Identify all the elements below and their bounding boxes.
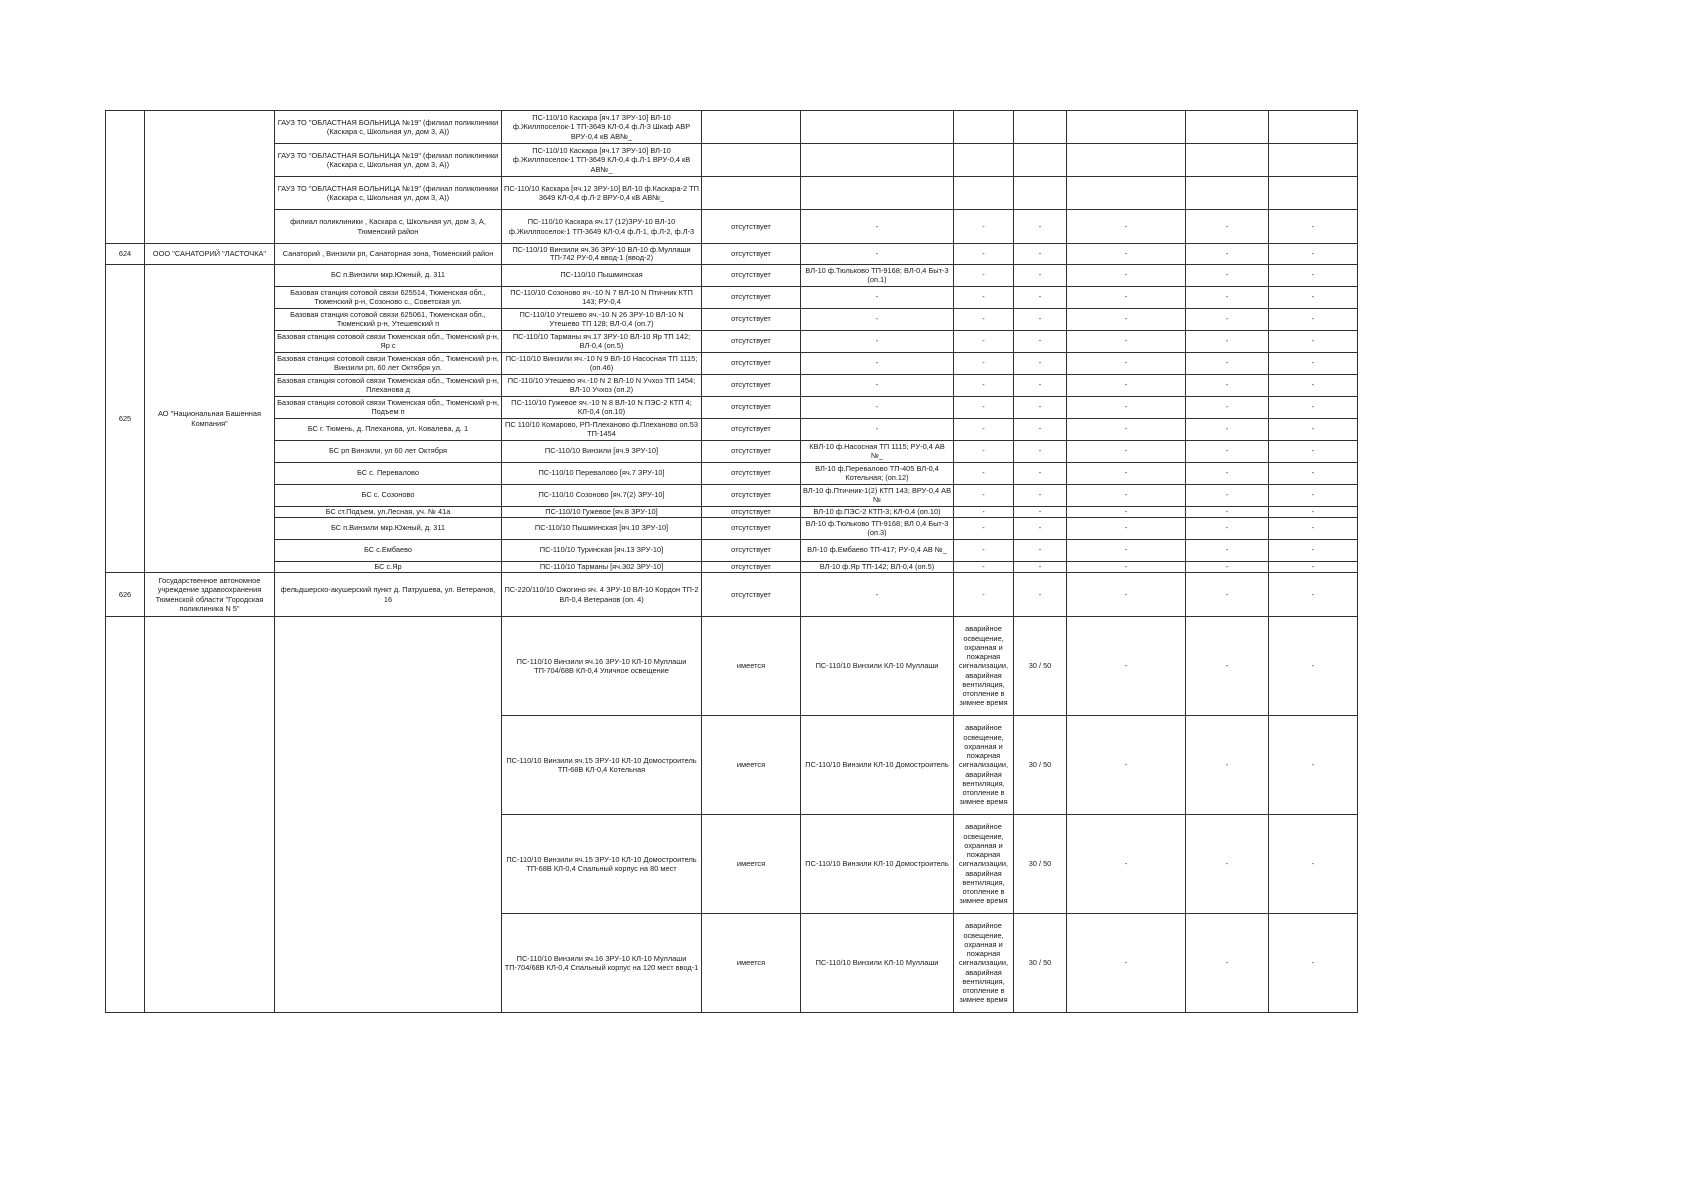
backup-source-cell: ПС-110/10 Винзили КЛ-10 Муллаши (815, 661, 939, 671)
object-cell: Базовая станция сотовой связи Тюменская обл., Тюменский р-н, Подъем п (277, 398, 499, 416)
feed-cell: ПС-110/10 Каскара [яч.17 ЗРУ-10] ВЛ-10 ф.Жиллпоселок-1 ТП-3649 КЛ-0,4 ф.Л-3 Шкаф АВР ВРУ-0,4 кВ АВ№_ (512, 113, 691, 141)
feed-cell: ПС-110/10 Винзили яч.15 ЗРУ-10 КЛ-10 Домостроитель ТП-68В КЛ-0,4 Спальный корпус на 80 мест (506, 854, 697, 873)
feed-cell: ПС-110/10 Созоново [яч.7(2) ЗРУ-10] (538, 490, 665, 500)
measures-cell (954, 111, 1013, 143)
measures-cell: - (982, 507, 985, 516)
object-cell: БС г. Тюмень, д. Плеханова, ул. Ковалева, д. 1 (307, 424, 469, 434)
col10-cell: - (1225, 221, 1229, 231)
grid-line (144, 1012, 275, 1013)
backup-source-cell: - (875, 424, 879, 434)
col10-cell: - (1225, 424, 1229, 434)
status-cell: отсутствует (731, 490, 771, 500)
grid-line (1066, 1012, 1186, 1013)
col9-cell: - (1124, 589, 1128, 599)
measures-cell: - (982, 446, 985, 456)
backup-source-cell (801, 111, 953, 143)
col9-cell: - (1124, 446, 1128, 456)
num-cell: 625 (118, 413, 132, 423)
status-cell: отсутствует (731, 358, 771, 368)
col9-cell: - (1124, 314, 1128, 324)
object-cell: БС с.Яр (374, 562, 402, 571)
feed-cell: ПС-110/10 Утешево яч.-10 N 26 ЗРУ-10 ВЛ-10 N Утешево ТП 128; ВЛ-0,4 (оп.7) (519, 310, 684, 328)
status-cell: отсутствует (731, 468, 771, 478)
grid-line (274, 1012, 502, 1013)
time-cell: - (1038, 248, 1042, 258)
feed-cell: ПС-110/10 Каскара [яч.12 ЗРУ-10] ВЛ-10 ф.Каскара-2 ТП 3649 КЛ-0,4 ф.Л-2 ВРУ-0,4 кВ АВ№_ (504, 183, 699, 202)
status-cell: отсутствует (731, 336, 771, 346)
col11-cell: - (1311, 545, 1315, 555)
col10-cell: - (1225, 490, 1229, 500)
object-cell: ГАУЗ ТО "ОБЛАСТНАЯ БОЛЬНИЦА №19" (филиал поликлиники (Каскара с, Школьная ул, дом 3, А)) (277, 117, 499, 136)
col9-cell: - (1124, 507, 1128, 516)
backup-source-cell: ВЛ-10 ф.Птичник-1(2) КТП 143; ВРУ-0,4 АВ № (803, 486, 952, 504)
feed-cell: ПС-110/10 Утешево яч.-10 N 2 ВЛ-10 N Учхоз ТП 1454; ВЛ-10 Учхоз (оп.2) (507, 376, 696, 394)
col9-cell: - (1124, 545, 1128, 555)
col9-cell: - (1124, 958, 1128, 968)
measures-cell: - (982, 314, 985, 324)
object-cell: Базовая станция сотовой связи 625061, Тюменская обл., Тюменский р-н, Утешевский п (290, 310, 486, 328)
col9-cell: - (1124, 221, 1128, 231)
object-cell: Базовая станция сотовой связи Тюменская обл., Тюменский р-н, Винзили рп, 60 лет Октября ул. (277, 354, 499, 372)
feed-cell: ПС-110/10 Винзили яч.16 ЗРУ-10 КЛ-10 Муллаши ТП-704/68В КЛ-0,4 Уличное освещение (516, 656, 687, 675)
measures-cell: - (982, 402, 985, 412)
grid-line (1268, 1012, 1358, 1013)
object-cell: ГАУЗ ТО "ОБЛАСТНАЯ БОЛЬНИЦА №19" (филиал поликлиники (Каскара с, Школьная ул, дом 3, А)) (277, 183, 499, 202)
col9-cell: - (1124, 490, 1128, 500)
measures-cell: - (982, 270, 985, 280)
status-cell (702, 177, 800, 209)
col10-cell: - (1225, 380, 1229, 390)
time-cell: - (1038, 562, 1042, 571)
backup-source-cell: ВЛ-10 ф.ПЭС-2 КТП-3; КЛ-0,4 (оп.10) (813, 507, 941, 516)
time-cell: - (1038, 402, 1042, 412)
col11-cell: - (1311, 490, 1315, 500)
num-cell: 626 (118, 589, 132, 599)
status-cell: отсутствует (731, 402, 771, 412)
measures-cell: - (982, 221, 985, 231)
backup-source-cell: - (875, 358, 879, 368)
col11-cell (1269, 111, 1357, 143)
status-cell: отсутствует (731, 507, 771, 516)
col10-cell (1186, 111, 1268, 143)
backup-source-cell: - (875, 248, 879, 258)
col11-cell: - (1311, 446, 1315, 456)
col11-cell: - (1311, 507, 1315, 516)
col11-cell: - (1311, 589, 1315, 599)
col10-cell: - (1225, 507, 1229, 516)
time-cell: 30 / 50 (1028, 760, 1052, 770)
col11-cell: - (1311, 336, 1315, 346)
object-cell: фельдшерско-акушерский пункт д. Патрушева, ул. Ветеранов, 16 (280, 585, 496, 604)
col11-cell: - (1311, 314, 1315, 324)
col10-cell: - (1225, 270, 1229, 280)
time-cell (1014, 177, 1066, 209)
object-cell: Базовая станция сотовой связи Тюменская обл., Тюменский р-н, Плеханова д (277, 376, 499, 394)
col9-cell: - (1124, 523, 1128, 533)
grid-line (1185, 1012, 1269, 1013)
status-cell: отсутствует (731, 589, 771, 599)
object-cell: Базовая станция сотовой связи 625514, Тюменская обл., Тюменский р-н, Созоново с., Советская ул. (290, 288, 486, 306)
status-cell: отсутствует (731, 380, 771, 390)
col9-cell: - (1124, 336, 1128, 346)
backup-source-cell: - (875, 380, 879, 390)
time-cell: - (1038, 358, 1042, 368)
backup-source-cell (801, 177, 953, 209)
col11-cell: - (1311, 270, 1315, 280)
measures-cell: - (982, 358, 985, 368)
col9-cell: - (1124, 468, 1128, 478)
col9-cell (1067, 144, 1185, 176)
col10-cell: - (1225, 859, 1229, 869)
feed-cell: ПС-110/10 Каскара яч.17 (12)ЗРУ-10 ВЛ-10 ф.Жиллпоселок-1 ТП-3649 КЛ-0,4 ф.Л-1, ф.Л-2, ф.Л-3 (508, 217, 695, 236)
status-cell: имеется (736, 859, 766, 869)
col11-cell (1269, 144, 1357, 176)
col9-cell: - (1124, 402, 1128, 412)
measures-cell: - (982, 562, 985, 571)
status-cell (702, 111, 800, 143)
col10-cell: - (1225, 468, 1229, 478)
backup-source-cell: ВЛ-10 ф.Тюльково ТП-9168; ВЛ 0,4 Быт-3 (оп.3) (805, 519, 949, 537)
col11-cell: - (1311, 402, 1315, 412)
col10-cell (1186, 144, 1268, 176)
feed-cell: ПС-110/10 Гужевое [яч.8 ЗРУ-10] (545, 507, 658, 516)
backup-source-cell: ПС-110/10 Винзили КЛ-10 Муллаши (815, 958, 939, 968)
col9-cell: - (1124, 424, 1128, 434)
time-cell (1014, 111, 1066, 143)
status-cell: имеется (736, 661, 766, 671)
status-cell: отсутствует (731, 424, 771, 434)
feed-cell: ПС-110/10 Пышминская [яч.10 ЗРУ-10] (534, 523, 669, 533)
object-cell: БС с. Перевалово (356, 468, 419, 478)
status-cell: отсутствует (731, 248, 771, 258)
time-cell: - (1038, 507, 1042, 516)
backup-source-cell: ВЛ-10 ф.Ембаево ТП-417; РУ-0,4 АВ №_ (807, 545, 947, 555)
measures-cell: - (982, 545, 985, 555)
feed-cell: ПС-110/10 Винзили [яч.9 ЗРУ-10] (544, 446, 659, 456)
col10-cell: - (1225, 589, 1229, 599)
time-cell: - (1038, 523, 1042, 533)
company-cell: ООО "САНАТОРИЙ "ЛАСТОЧКА" (152, 248, 267, 258)
time-cell: - (1038, 490, 1042, 500)
col10-cell: - (1225, 402, 1229, 412)
num-cell (106, 617, 144, 1012)
col11-cell: - (1311, 958, 1315, 968)
status-cell: отсутствует (731, 221, 771, 231)
backup-source-cell: - (875, 314, 879, 324)
time-cell: - (1038, 545, 1042, 555)
object-cell: БС с. Созоново (361, 490, 415, 500)
grid-line (701, 1012, 801, 1013)
measures-cell: аварийное освещение, охранная и пожарная сигнализации, аварийная вентиляция, отопление в зимнее время (958, 822, 1009, 906)
grid-line (105, 1012, 145, 1013)
time-cell: - (1038, 589, 1042, 599)
col9-cell: - (1124, 760, 1128, 770)
time-cell: - (1038, 221, 1042, 231)
col10-cell: - (1225, 248, 1229, 258)
feed-cell: ПС-110/10 Туринская [яч.13 ЗРУ-10] (539, 545, 664, 555)
backup-source-cell: ВЛ-10 ф.Тюльково ТП-9168; ВЛ-0,4 Быт-3 (оп.1) (805, 266, 949, 284)
time-cell: - (1038, 314, 1042, 324)
col11-cell: - (1311, 523, 1315, 533)
backup-source-cell: ПС-110/10 Винзили КЛ-10 Домостроитель (805, 859, 949, 869)
measures-cell: - (982, 424, 985, 434)
backup-source-cell: ВЛ-10 ф.Перевалово ТП-405 ВЛ-0,4 Котельная; (оп.12) (815, 464, 939, 482)
time-cell: - (1038, 270, 1042, 280)
col9-cell: - (1124, 292, 1128, 302)
feed-cell: ПС-110/10 Винзили яч.-10 N 9 ВЛ-10 Насосная ТП 1115; (оп.46) (505, 354, 698, 372)
object-cell: БС рп Винзили, ул 60 лет Октября (328, 446, 448, 456)
time-cell: - (1038, 380, 1042, 390)
col10-cell: - (1225, 760, 1229, 770)
feed-cell: ПС 110/10 Комарово, РП-Плеханово ф.Плеханово оп.53 ТП-1454 (505, 420, 698, 438)
time-cell: 30 / 50 (1028, 661, 1052, 671)
measures-cell: - (982, 490, 985, 500)
grid-line (953, 1012, 1014, 1013)
num-cell: 624 (118, 248, 132, 258)
status-cell: имеется (736, 958, 766, 968)
col9-cell: - (1124, 248, 1128, 258)
measures-cell: аварийное освещение, охранная и пожарная сигнализации, аварийная вентиляция, отопление в зимнее время (958, 921, 1009, 1005)
col10-cell: - (1225, 446, 1229, 456)
time-cell (1014, 144, 1066, 176)
feed-cell: ПС-110/10 Винзили яч.36 ЗРУ-10 ВЛ-10 ф.Муллаши ТП-742 РУ-0,4 ввод-1 (ввод-2) (512, 244, 691, 262)
time-cell: - (1038, 468, 1042, 478)
col11-cell: - (1311, 221, 1315, 231)
object-cell: Базовая станция сотовой связи Тюменская обл., Тюменский р-н, Яр с (277, 332, 499, 350)
object-cell: ГАУЗ ТО "ОБЛАСТНАЯ БОЛЬНИЦА №19" (филиал поликлиники (Каскара с, Школьная ул, дом 3, А)) (277, 150, 499, 169)
measures-cell: аварийное освещение, охранная и пожарная сигнализации, аварийная вентиляция, отопление в зимнее время (958, 723, 1009, 807)
backup-source-cell: - (875, 336, 879, 346)
col11-cell: - (1311, 562, 1315, 571)
status-cell: отсутствует (731, 523, 771, 533)
col11-cell: - (1311, 859, 1315, 869)
col11-cell: - (1311, 424, 1315, 434)
col11-cell: - (1311, 380, 1315, 390)
measures-cell: - (982, 589, 985, 599)
measures-cell: - (982, 336, 985, 346)
feed-cell: ПС-110/10 Винзили яч.16 ЗРУ-10 КЛ-10 Муллаши ТП-704/68В КЛ-0,4 Спальный корпус на 120 мест ввод-1 (504, 953, 699, 972)
col9-cell (1067, 111, 1185, 143)
col11-cell (1269, 177, 1357, 209)
time-cell: - (1038, 424, 1042, 434)
time-cell: - (1038, 446, 1042, 456)
col9-cell: - (1124, 380, 1128, 390)
feed-cell: ПС-110/10 Тарманы [яч.302 ЗРУ-10] (539, 562, 664, 571)
measures-cell (954, 144, 1013, 176)
measures-cell (954, 177, 1013, 209)
col9-cell: - (1124, 270, 1128, 280)
backup-source-cell: - (875, 221, 879, 231)
feed-cell: ПС-110/10 Гужевое яч.-10 N 8 ВЛ-10 N ПЭС-2 КТП 4; КЛ-0,4 (оп.10) (511, 398, 692, 416)
col10-cell (1186, 177, 1268, 209)
time-cell: 30 / 50 (1028, 958, 1052, 968)
feed-cell: ПС-110/10 Пышминская (560, 270, 643, 280)
company-cell (145, 617, 274, 1012)
feed-cell: ПС-220/110/10 Ожогино яч. 4 ЗРУ-10 ВЛ-10 Кордон ТП-2 ВЛ-0,4 Ветеранов (оп. 4) (504, 585, 699, 604)
col11-cell: - (1311, 468, 1315, 478)
col10-cell: - (1225, 661, 1229, 671)
time-cell: - (1038, 336, 1042, 346)
col10-cell: - (1225, 358, 1229, 368)
measures-cell: аварийное освещение, охранная и пожарная сигнализации, аварийная вентиляция, отопление в зимнее время (958, 624, 1009, 708)
col9-cell (1067, 177, 1185, 209)
company-cell: АО "Национальная Башенная Компания" (158, 409, 261, 428)
object-cell (275, 617, 501, 1012)
object-cell: Санаторий , Винзили рп, Санаторная зона, Тюменский район (282, 248, 494, 258)
grid-line (501, 1012, 702, 1013)
status-cell: отсутствует (731, 562, 771, 571)
backup-source-cell: ПС-110/10 Винзили КЛ-10 Домостроитель (805, 760, 949, 770)
company-cell: Государственное автономное учреждение здравоохранения Тюменской области "Городская поликлиника N 5" (155, 576, 264, 613)
col10-cell: - (1225, 292, 1229, 302)
measures-cell: - (982, 380, 985, 390)
col10-cell: - (1225, 314, 1229, 324)
col11-cell: - (1311, 760, 1315, 770)
col9-cell: - (1124, 859, 1128, 869)
col10-cell: - (1225, 523, 1229, 533)
grid-line (800, 1012, 954, 1013)
col10-cell: - (1225, 336, 1229, 346)
company-cell (145, 111, 274, 243)
measures-cell: - (982, 468, 985, 478)
status-cell: отсутствует (731, 314, 771, 324)
status-cell: отсутствует (731, 292, 771, 302)
backup-source-cell: - (875, 292, 879, 302)
col10-cell: - (1225, 545, 1229, 555)
feed-cell: ПС-110/10 Каскара [яч.17 ЗРУ-10] ВЛ-10 ф.Жиллпоселок-1 ТП-3649 КЛ-0,4 ф.Л-1 ВРУ-0,4 кВ АВ№_ (512, 146, 691, 174)
col9-cell: - (1124, 661, 1128, 671)
col11-cell: - (1311, 248, 1315, 258)
backup-source-cell: ВЛ-10 ф.Яр ТП-142; ВЛ-0,4 (оп.5) (819, 562, 935, 571)
measures-cell: - (982, 248, 985, 258)
object-cell: БС ст.Подъем, ул.Лесная, уч. № 41а (325, 507, 451, 516)
feed-cell: ПС-110/10 Созоново яч.-10 N 7 ВЛ-10 N Птичник КТП 143; РУ-0,4 (510, 288, 693, 306)
status-cell: имеется (736, 760, 766, 770)
object-cell: БС с.Ембаево (363, 545, 413, 555)
col11-cell: - (1311, 661, 1315, 671)
status-cell (702, 144, 800, 176)
status-cell: отсутствует (731, 446, 771, 456)
col10-cell: - (1225, 958, 1229, 968)
measures-cell: - (982, 523, 985, 533)
status-cell: отсутствует (731, 545, 771, 555)
col9-cell: - (1124, 358, 1128, 368)
time-cell: - (1038, 292, 1042, 302)
backup-source-cell (801, 144, 953, 176)
object-cell: БС п.Винзили мкр.Южный, д. 311 (330, 270, 446, 280)
col10-cell: - (1225, 562, 1229, 571)
feed-cell: ПС-110/10 Тарманы яч.17 ЗРУ-10 ВЛ-10 Яр ТП 142; ВЛ-0,4 (оп.5) (512, 332, 691, 350)
feed-cell: ПС-110/10 Перевалово [яч.7 ЗРУ-10] (538, 468, 665, 478)
backup-source-cell: - (875, 402, 879, 412)
col11-cell: - (1311, 358, 1315, 368)
col9-cell: - (1124, 562, 1128, 571)
backup-source-cell: КВЛ-10 ф.Насосная ТП 1115; РУ-0,4 АВ №_ (809, 442, 945, 460)
backup-source-cell: - (875, 589, 879, 599)
time-cell: 30 / 50 (1028, 859, 1052, 869)
status-cell: отсутствует (731, 270, 771, 280)
object-cell: филиал поликлиники , Каскара с, Школьная ул, дом 3, А, Тюменский район (290, 217, 486, 236)
col11-cell: - (1311, 292, 1315, 302)
measures-cell: - (982, 292, 985, 302)
grid-line (1013, 1012, 1067, 1013)
feed-cell: ПС-110/10 Винзили яч.15 ЗРУ-10 КЛ-10 Домостроитель ТП-68В КЛ-0,4 Котельная (506, 755, 697, 774)
num-cell (106, 111, 144, 243)
object-cell: БС п.Винзили мкр.Южный, д. 311 (330, 523, 446, 533)
